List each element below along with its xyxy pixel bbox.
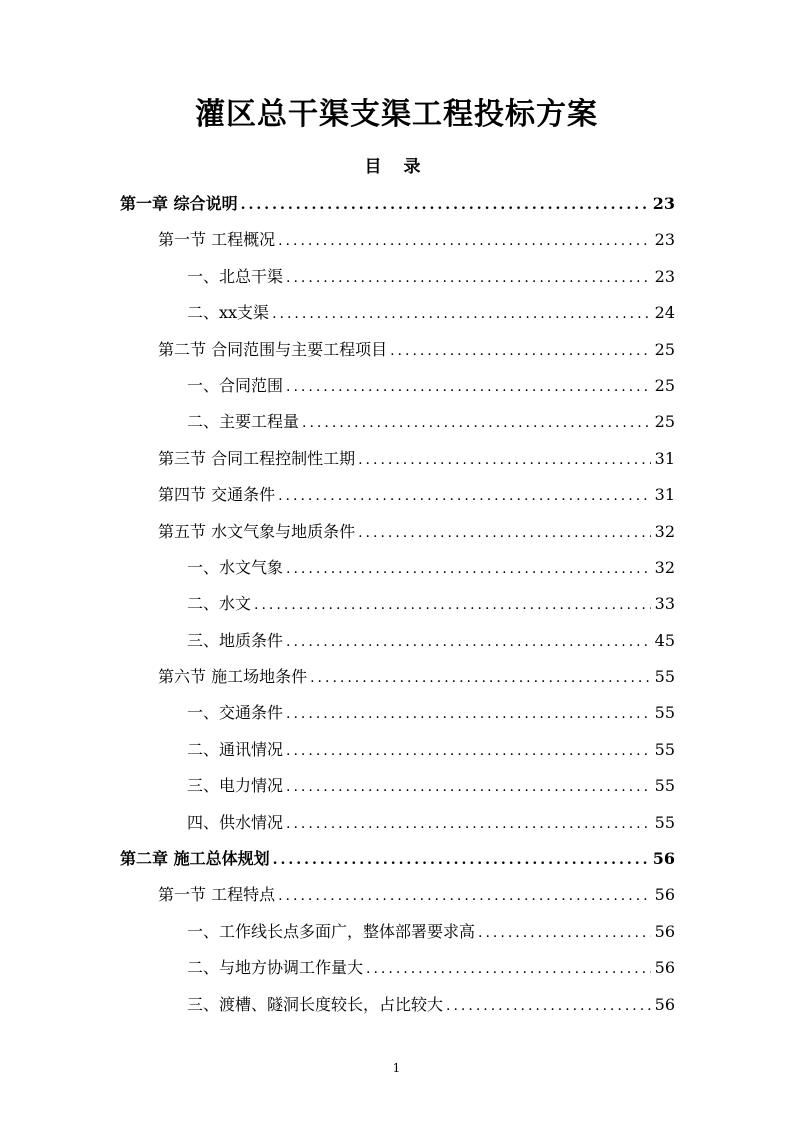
toc-entry-page: 32 (654, 521, 675, 541)
toc-entry-label: 第二节 合同范围与主要工程项目 (158, 339, 388, 359)
toc-entry-page: 56 (654, 994, 675, 1014)
toc-entry-page: 56 (654, 958, 675, 978)
toc-dot-leader (286, 733, 651, 768)
toc-entry[interactable] (120, 841, 675, 877)
toc-entry-page: 25 (654, 412, 675, 432)
toc-dot-leader (286, 624, 651, 659)
toc-entry[interactable] (120, 987, 675, 1023)
toc-entry-page: 23 (654, 266, 675, 286)
toc-entry-page: 24 (654, 303, 675, 323)
toc-dot-leader (286, 806, 651, 841)
table-of-contents (120, 186, 675, 1023)
toc-entry[interactable] (120, 732, 675, 768)
toc-dot-leader (446, 988, 651, 1023)
toc-entry-label: 第一节 工程特点 (158, 885, 276, 905)
toc-entry[interactable] (120, 259, 675, 295)
toc-entry[interactable] (120, 222, 675, 258)
toc-entry[interactable] (120, 877, 675, 913)
toc-entry-page: 55 (654, 739, 675, 759)
toc-entry-label: 一、合同范围 (187, 375, 284, 395)
document-title: 灌区总干渠支渠工程投标方案 (195, 97, 598, 132)
toc-entry-page: 33 (654, 594, 675, 614)
toc-entry[interactable] (120, 623, 675, 659)
toc-entry[interactable] (120, 914, 675, 950)
toc-dot-leader (286, 260, 651, 295)
toc-dot-leader (358, 442, 651, 477)
toc-entry-label: 第三节 合同工程控制性工期 (158, 448, 356, 468)
toc-entry-page: 23 (654, 230, 675, 250)
toc-dot-leader (310, 660, 651, 695)
toc-entry-label: 第六节 施工场地条件 (158, 667, 308, 687)
toc-entry[interactable] (120, 695, 675, 731)
toc-entry-page: 31 (654, 448, 675, 468)
toc-entry-page: 25 (654, 339, 675, 359)
toc-entry[interactable] (120, 950, 675, 986)
toc-entry-label: 二、通讯情况 (187, 739, 284, 759)
toc-dot-leader (478, 915, 651, 950)
toc-entry[interactable] (120, 186, 675, 222)
toc-entry-label: 第一节 工程概况 (158, 230, 276, 250)
toc-entry-label: 二、水文 (187, 594, 252, 614)
toc-dot-leader (366, 951, 651, 986)
toc-dot-leader (358, 515, 651, 550)
toc-entry[interactable] (120, 514, 675, 550)
toc-entry-label: 二、主要工程量 (187, 412, 300, 432)
toc-entry[interactable] (120, 586, 675, 622)
page-number: 1 (392, 1061, 401, 1075)
toc-entry[interactable] (120, 659, 675, 695)
toc-entry-label: 三、地质条件 (187, 630, 284, 650)
toc-entry[interactable] (120, 477, 675, 513)
toc-entry-page: 23 (652, 194, 675, 213)
toc-entry-label: 三、电力情况 (187, 776, 284, 796)
toc-entry[interactable] (120, 441, 675, 477)
toc-heading: 目 录 (364, 157, 429, 177)
toc-entry[interactable] (120, 550, 675, 586)
toc-dot-leader (254, 587, 651, 622)
toc-entry-label: 四、供水情况 (187, 812, 284, 832)
toc-entry-page: 55 (654, 703, 675, 723)
toc-entry-page: 56 (652, 849, 675, 869)
toc-dot-leader (390, 333, 651, 368)
toc-entry-label: 一、交通条件 (187, 703, 284, 723)
toc-entry-page: 45 (654, 630, 675, 650)
toc-entry-page: 55 (654, 812, 675, 832)
toc-entry[interactable] (120, 404, 675, 440)
toc-entry-label: 第五节 水文气象与地质条件 (158, 521, 356, 541)
toc-dot-leader (272, 296, 651, 331)
toc-entry-label: 一、工作线长点多面广，整体部署要求高 (187, 921, 476, 941)
toc-entry-page: 56 (654, 885, 675, 905)
toc-entry-page: 56 (654, 921, 675, 941)
toc-entry-label: 二、xx支渠 (187, 303, 270, 323)
toc-dot-leader (286, 696, 651, 731)
toc-dot-leader (286, 551, 651, 586)
toc-entry[interactable] (120, 332, 675, 368)
toc-dot-leader (241, 187, 649, 222)
toc-entry-page: 25 (654, 375, 675, 395)
toc-entry-page: 55 (654, 667, 675, 687)
toc-dot-leader (278, 223, 651, 258)
toc-entry-label: 第四节 交通条件 (158, 485, 276, 505)
toc-entry[interactable] (120, 368, 675, 404)
toc-entry-label: 第一章 综合说明 (120, 194, 238, 213)
toc-entry-label: 一、水文气象 (187, 557, 284, 577)
toc-entry-label: 二、与地方协调工作量大 (187, 958, 364, 978)
toc-entry-page: 55 (654, 776, 675, 796)
toc-entry-label: 一、北总干渠 (187, 266, 284, 286)
toc-entry-page: 31 (654, 485, 675, 505)
toc-entry-label: 三、渡槽、隧洞长度较长，占比较大 (187, 994, 444, 1014)
toc-dot-leader (302, 405, 651, 440)
toc-entry[interactable] (120, 805, 675, 841)
toc-dot-leader (278, 878, 651, 913)
toc-entry-page: 32 (654, 557, 675, 577)
toc-dot-leader (286, 369, 651, 404)
toc-dot-leader (273, 842, 649, 877)
toc-entry[interactable] (120, 768, 675, 804)
toc-entry[interactable] (120, 295, 675, 331)
toc-dot-leader (278, 478, 651, 513)
toc-entry-label: 第二章 施工总体规划 (120, 849, 270, 869)
toc-dot-leader (286, 769, 651, 804)
